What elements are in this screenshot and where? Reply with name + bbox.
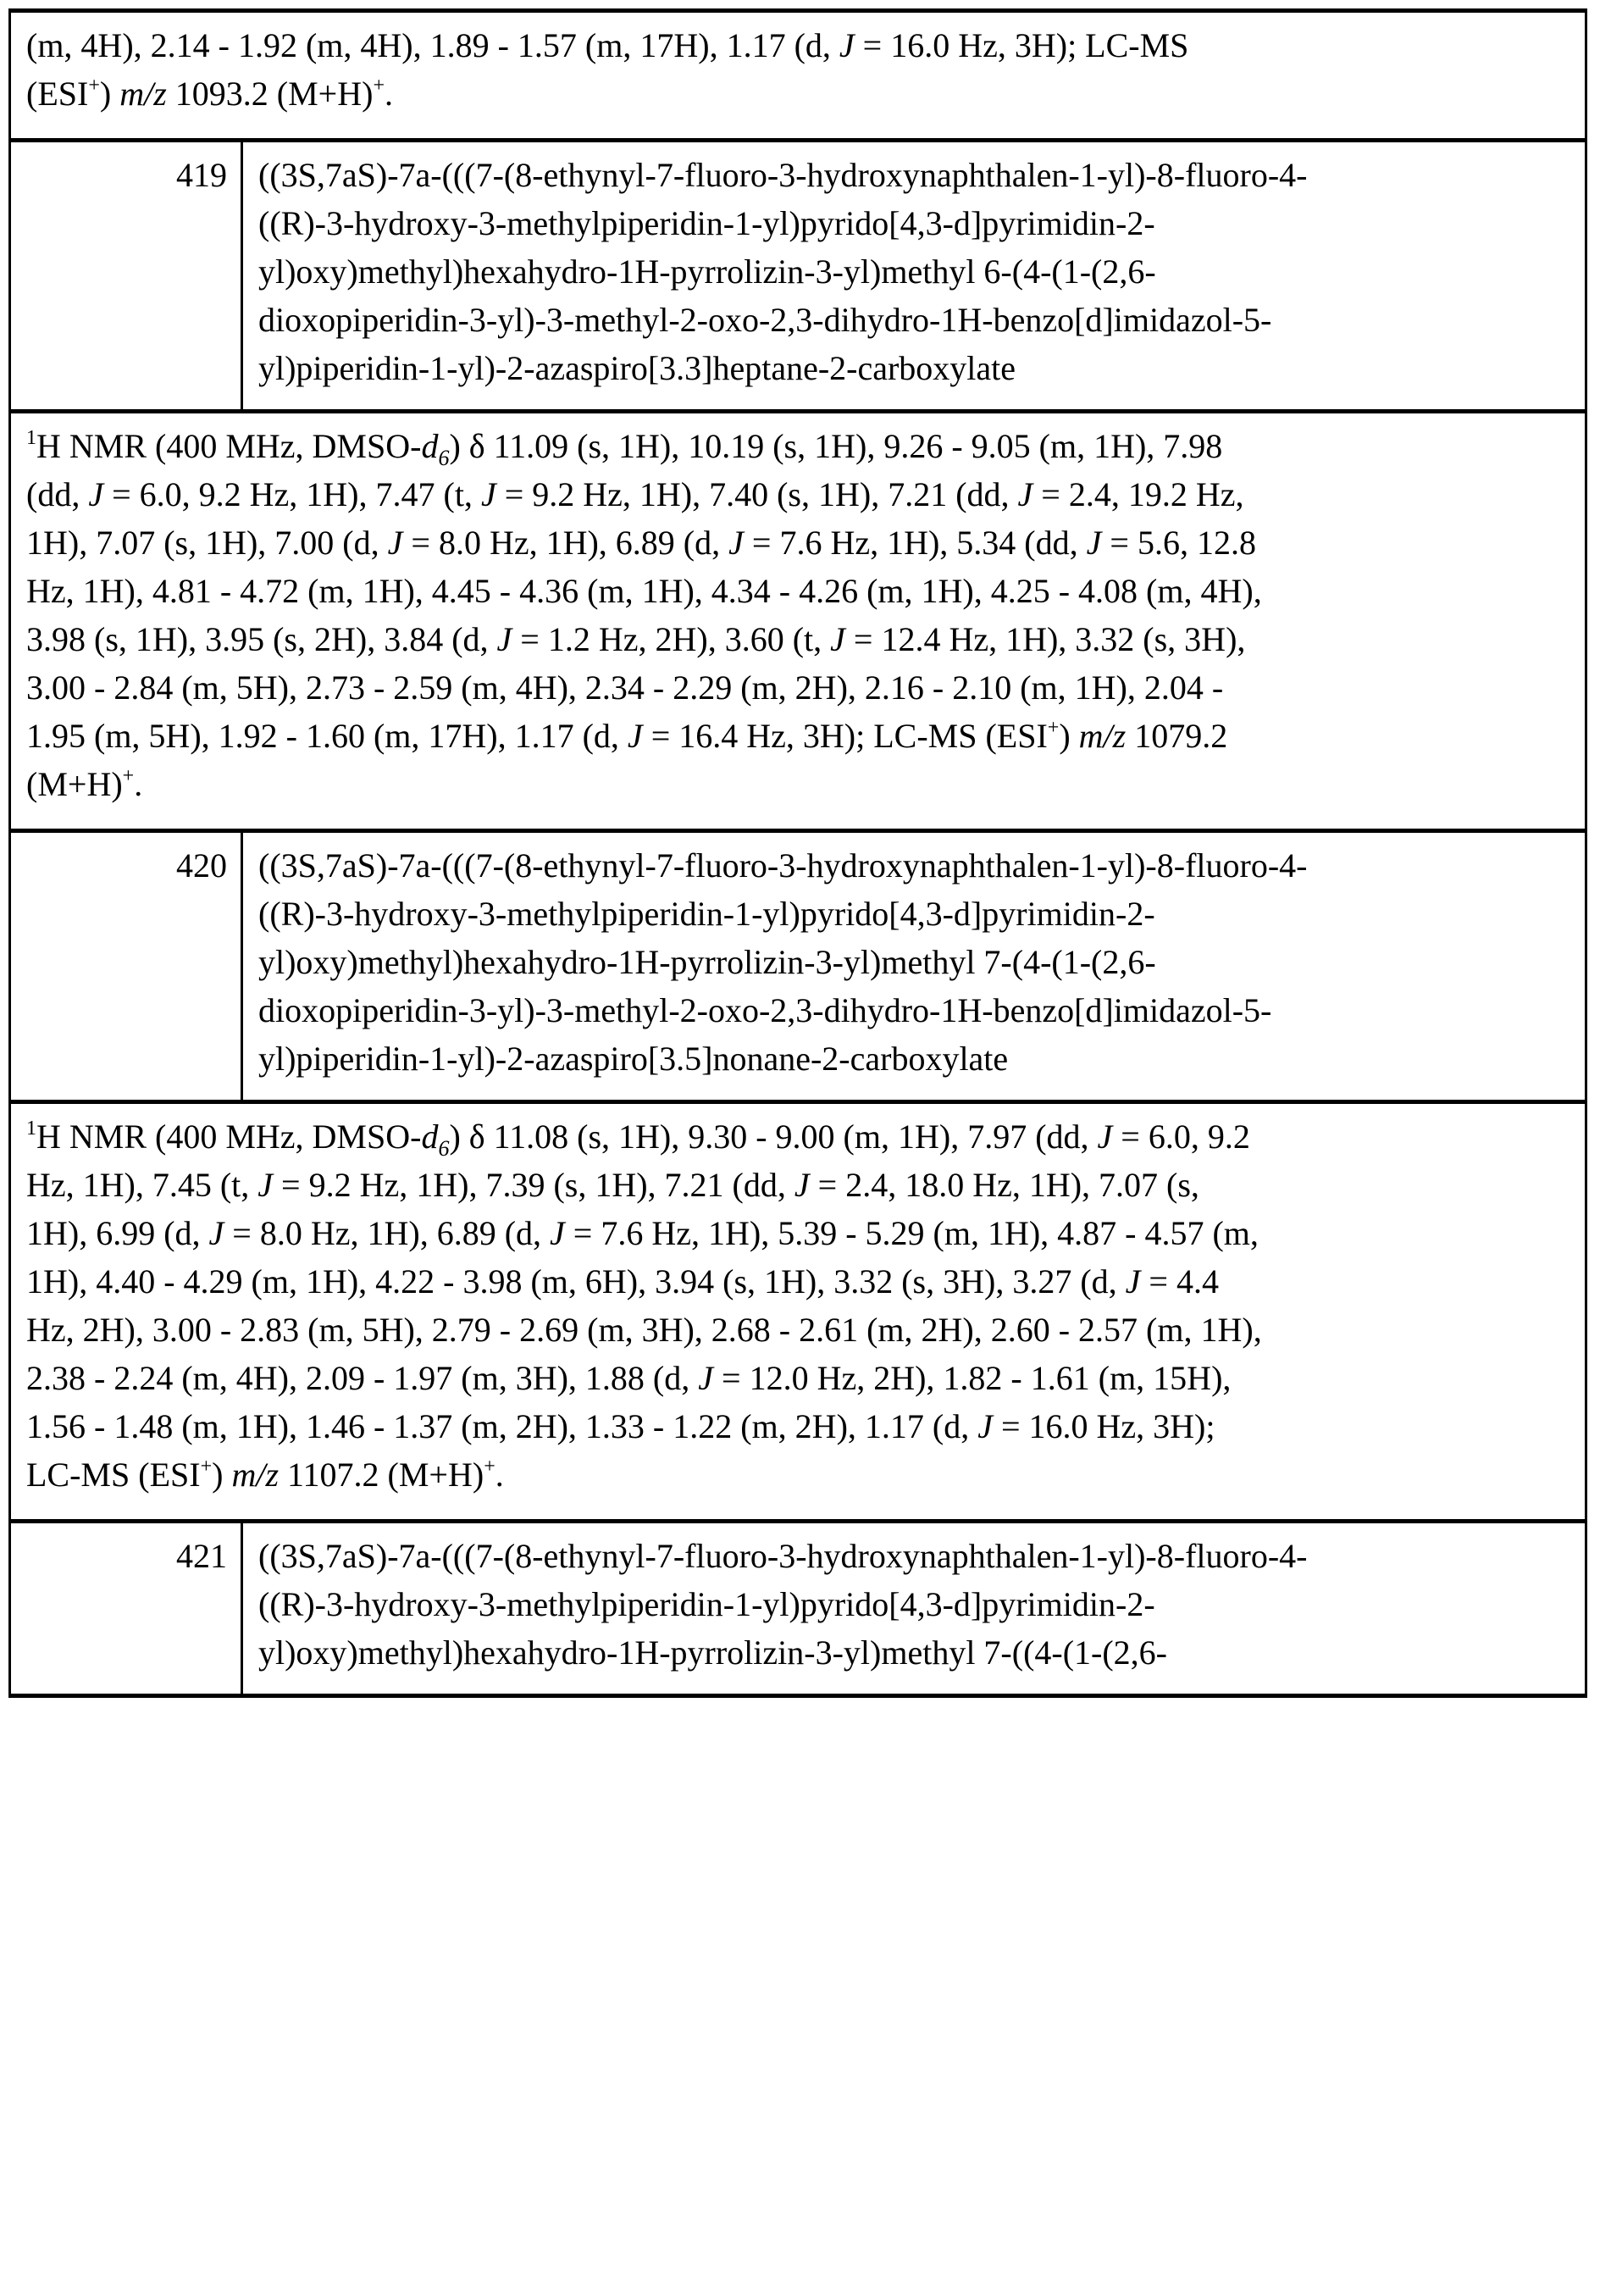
ms-value: 1107.2 <box>287 1456 379 1494</box>
nmr-line: (dd, J = 6.0, 9.2 Hz, 1H), 7.47 (t, J = 9.2 Hz, 1H), 7.40 (s, 1H), 7.21 (dd, J = 2.4, 19.2 Hz, <box>26 475 1244 513</box>
name-line: yl)oxy)methyl)hexahydro-1H-pyrrolizin-3-yl)methyl 7-((4-(1-(2,6- <box>258 1633 1167 1672</box>
nmr-line: 1H), 4.40 - 4.29 (m, 1H), 4.22 - 3.98 (m, 6H), 3.94 (s, 1H), 3.32 (s, 3H), 3.27 (d, J = 4.4 <box>26 1262 1219 1301</box>
name-line: ((3S,7aS)-7a-(((7-(8-ethynyl-7-fluoro-3-hydroxynaphthalen-1-yl)-8-fluoro-4- <box>258 846 1308 885</box>
name-line: yl)piperidin-1-yl)-2-azaspiro[3.3]heptane-2-carboxylate <box>258 349 1016 387</box>
nmr-line: $^1$H NMR (400 MHz, DMSO-$d_6$) δ 11.08 (s, 1H), 9.30 - 9.00 (m, 1H), 7.97 (dd, J = 6.0, 9.2 <box>26 1117 1250 1161</box>
compound-table <box>8 8 1587 1698</box>
compound-number: 421 <box>11 1523 243 1694</box>
nmr-line: (M+H)+. <box>26 765 143 803</box>
nmr-line: (ESI+) m/z 1093.2 (M+H)+. <box>26 75 393 113</box>
compound-name <box>243 142 1585 409</box>
name-line: ((3S,7aS)-7a-(((7-(8-ethynyl-7-fluoro-3-hydroxynaphthalen-1-yl)-8-fluoro-4- <box>258 1537 1308 1575</box>
nmr-line: 1.56 - 1.48 (m, 1H), 1.46 - 1.37 (m, 2H), 1.33 - 1.22 (m, 2H), 1.17 (d, J = 16.0 Hz, 3H); <box>26 1407 1215 1445</box>
compound-row-421 <box>11 1519 1585 1698</box>
name-line: yl)oxy)methyl)hexahydro-1H-pyrrolizin-3-yl)methyl 6-(4-(1-(2,6- <box>258 252 1156 291</box>
nmr-line: LC-MS (ESI+) m/z 1107.2 (M+H)+. <box>26 1456 504 1494</box>
nmr-line: Hz, 1H), 7.45 (t, J = 9.2 Hz, 1H), 7.39 (s, 1H), 7.21 (dd, J = 2.4, 18.0 Hz, 1H), 7.07 (s, <box>26 1166 1199 1204</box>
nmr-line: 1H), 7.07 (s, 1H), 7.00 (d, J = 8.0 Hz, 1H), 6.89 (d, J = 7.6 Hz, 1H), 5.34 (dd, J = 5.6, 12.8 <box>26 524 1256 562</box>
nmr-line: Hz, 1H), 4.81 - 4.72 (m, 1H), 4.45 - 4.36 (m, 1H), 4.34 - 4.26 (m, 1H), 4.25 - 4.08 (m, 4H), <box>26 572 1262 610</box>
nmr-line: (m, 4H), 2.14 - 1.92 (m, 4H), 1.89 - 1.57 (m, 17H), 1.17 (d, J = 16.0 Hz, 3H); LC-MS <box>26 26 1189 64</box>
compound-row-420 <box>11 829 1585 1100</box>
nmr-line: 3.00 - 2.84 (m, 5H), 2.73 - 2.59 (m, 4H), 2.34 - 2.29 (m, 2H), 2.16 - 2.10 (m, 1H), 2.04 - <box>26 668 1224 707</box>
nmr-line: Hz, 2H), 3.00 - 2.83 (m, 5H), 2.79 - 2.69 (m, 3H), 2.68 - 2.61 (m, 2H), 2.60 - 2.57 (m, 1H), <box>26 1311 1262 1349</box>
name-line: ((R)-3-hydroxy-3-methylpiperidin-1-yl)pyrido[4,3-d]pyrimidin-2- <box>258 895 1155 933</box>
compound-name <box>243 833 1585 1100</box>
compound-number: 420 <box>11 833 243 1100</box>
continued-nmr-cell <box>11 8 1585 138</box>
nmr-line: 1.95 (m, 5H), 1.92 - 1.60 (m, 17H), 1.17 (d, J = 16.4 Hz, 3H); LC-MS (ESI+) m/z 1079.2 <box>26 717 1228 755</box>
compound-number: 419 <box>11 142 243 409</box>
compound-row-419 <box>11 138 1585 409</box>
name-line: ((3S,7aS)-7a-(((7-(8-ethynyl-7-fluoro-3-hydroxynaphthalen-1-yl)-8-fluoro-4- <box>258 156 1308 194</box>
nmr-cell-420 <box>11 1100 1585 1519</box>
name-line: ((R)-3-hydroxy-3-methylpiperidin-1-yl)pyrido[4,3-d]pyrimidin-2- <box>258 1585 1155 1623</box>
ms-value: 1093.2 <box>174 75 268 113</box>
nmr-line: 3.98 (s, 1H), 3.95 (s, 2H), 3.84 (d, J = 1.2 Hz, 2H), 3.60 (t, J = 12.4 Hz, 1H), 3.32 (s, 3H), <box>26 620 1246 658</box>
name-line: yl)piperidin-1-yl)-2-azaspiro[3.5]nonane-2-carboxylate <box>258 1040 1009 1078</box>
nmr-line: $^1$H NMR (400 MHz, DMSO-$d_6$) δ 11.09 (s, 1H), 10.19 (s, 1H), 9.26 - 9.05 (m, 1H), 7.98 <box>26 427 1223 470</box>
name-line: ((R)-3-hydroxy-3-methylpiperidin-1-yl)pyrido[4,3-d]pyrimidin-2- <box>258 204 1155 242</box>
name-line: dioxopiperidin-3-yl)-3-methyl-2-oxo-2,3-dihydro-1H-benzo[d]imidazol-5- <box>258 301 1272 339</box>
nmr-line: 1H), 6.99 (d, J = 8.0 Hz, 1H), 6.89 (d, J = 7.6 Hz, 1H), 5.39 - 5.29 (m, 1H), 4.87 - 4.57 (m, <box>26 1214 1259 1252</box>
nmr-line: 2.38 - 2.24 (m, 4H), 2.09 - 1.97 (m, 3H), 1.88 (d, J = 12.0 Hz, 2H), 1.82 - 1.61 (m, 15H), <box>26 1359 1232 1397</box>
name-line: dioxopiperidin-3-yl)-3-methyl-2-oxo-2,3-dihydro-1H-benzo[d]imidazol-5- <box>258 991 1272 1029</box>
compound-name <box>243 1523 1585 1694</box>
ms-value: 1079.2 <box>1134 717 1228 755</box>
nmr-cell-419 <box>11 409 1585 829</box>
name-line: yl)oxy)methyl)hexahydro-1H-pyrrolizin-3-yl)methyl 7-(4-(1-(2,6- <box>258 943 1156 981</box>
